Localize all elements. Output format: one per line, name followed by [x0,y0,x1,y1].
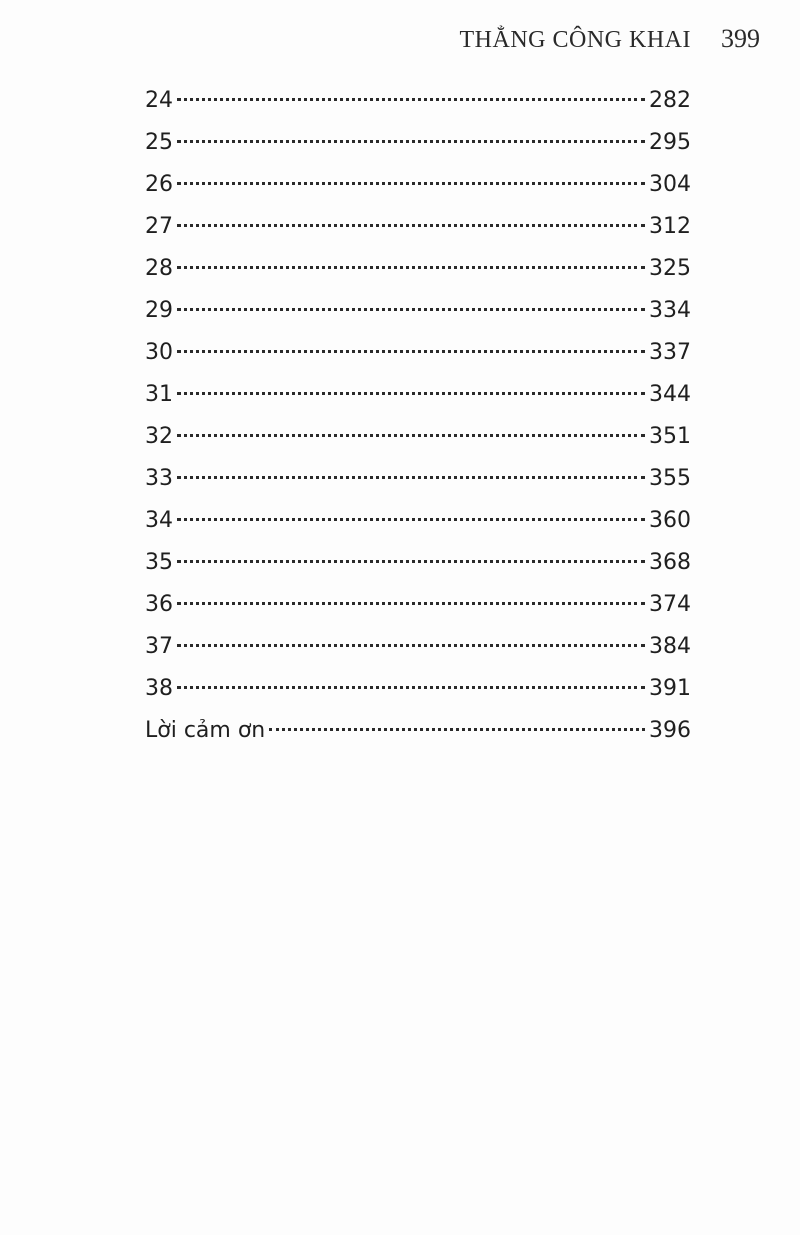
toc-entry-page: 391 [649,676,691,701]
dot-leader [177,140,645,143]
toc-entry-label: 31 [145,382,173,407]
dot-leader [177,560,645,563]
running-header [460,24,760,54]
toc-entry-page: 312 [649,214,691,239]
toc-entry-label: 28 [145,256,173,281]
toc-entry[interactable] [145,631,691,673]
dot-leader [177,644,645,647]
toc-entry[interactable] [145,547,691,589]
toc-entry-page: 337 [649,340,691,365]
toc-entry-label: 25 [145,130,173,155]
toc-entry-label: 27 [145,214,173,239]
toc-entry[interactable] [145,85,691,127]
toc-entry-label: 35 [145,550,173,575]
toc-entry-page: 304 [649,172,691,197]
toc-entry[interactable] [145,421,691,463]
toc-entry[interactable] [145,589,691,631]
toc-entry-page: 325 [649,256,691,281]
toc-entry-label: 26 [145,172,173,197]
toc-entry-label: Lời cảm ơn [145,718,266,743]
table-of-contents [145,85,691,757]
toc-entry[interactable] [145,463,691,505]
toc-entry-label: 38 [145,676,173,701]
toc-entry-acknowledgements[interactable] [145,715,691,757]
toc-entry-page: 295 [649,130,691,155]
toc-entry-page: 360 [649,508,691,533]
page-number: 399 [721,24,760,53]
toc-entry-page: 384 [649,634,691,659]
toc-entry-page: 282 [649,88,691,113]
toc-entry-page: 344 [649,382,691,407]
toc-entry[interactable] [145,169,691,211]
toc-entry-page: 368 [649,550,691,575]
dot-leader [177,434,645,437]
dot-leader [177,98,645,101]
dot-leader [177,686,645,689]
dot-leader [177,266,645,269]
toc-entry-page: 351 [649,424,691,449]
toc-entry[interactable] [145,253,691,295]
toc-entry-label: 24 [145,88,173,113]
dot-leader [177,224,645,227]
toc-entry-page: 396 [649,718,691,743]
toc-entry-label: 33 [145,466,173,491]
dot-leader [177,602,645,605]
dot-leader [177,392,645,395]
toc-entry[interactable] [145,379,691,421]
dot-leader [177,350,645,353]
dot-leader [177,182,645,185]
toc-entry-label: 37 [145,634,173,659]
toc-entry-page: 355 [649,466,691,491]
dot-leader [177,308,645,311]
toc-entry-page: 334 [649,298,691,323]
toc-entry[interactable] [145,673,691,715]
running-title: THẲNG CÔNG KHAI [459,27,691,53]
toc-entry[interactable] [145,337,691,379]
toc-entry-label: 32 [145,424,173,449]
dot-leader [269,728,645,731]
toc-entry[interactable] [145,211,691,253]
toc-entry[interactable] [145,295,691,337]
toc-entry-page: 374 [649,592,691,617]
dot-leader [177,518,645,521]
toc-entry-label: 34 [145,508,173,533]
toc-entry-label: 36 [145,592,173,617]
dot-leader [177,476,645,479]
toc-entry[interactable] [145,505,691,547]
toc-entry-label: 30 [145,340,173,365]
toc-entry[interactable] [145,127,691,169]
toc-entry-label: 29 [145,298,173,323]
